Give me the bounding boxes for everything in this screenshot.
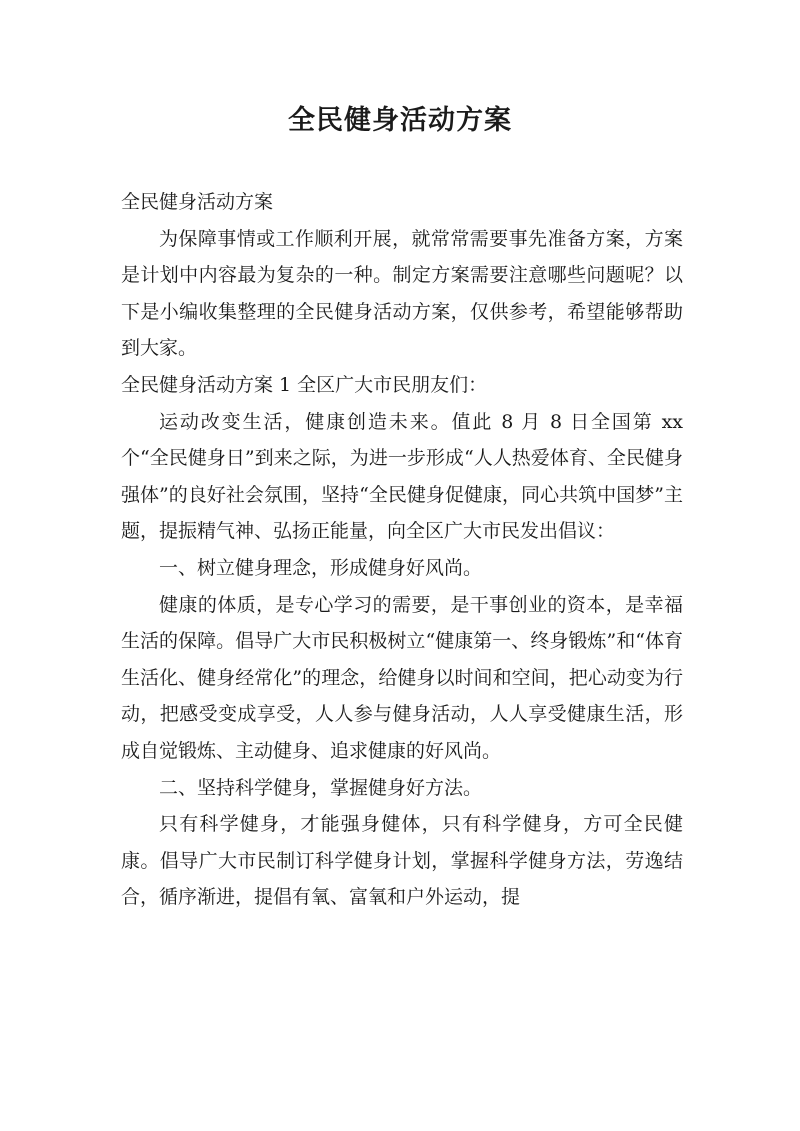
paragraph: 二、坚持科学健身，掌握健身好方法。 xyxy=(159,776,483,799)
paragraph: 健康的体质，是专心学习的需要，是干事创业的资本，是幸福生活的保障。倡导广大市民积极树立“健康第一、终身锻炼”和“体育生活化、健身经常化”的理念，给健身以时间和空间，把心动变为行动，把感受变成享受，人人参与健身活动，人人享受健康生活，形成自觉锻炼、主动健身、追求健康的好风尚。 xyxy=(121,593,683,762)
document-body xyxy=(121,184,683,916)
paragraph: 全民健身活动方案 1 全区广大市民朋友们： xyxy=(121,373,488,396)
paragraph: 为保障事情或工作顺利开展，就常常需要事先准备方案，方案是计划中内容最为复杂的一种。制定方案需要注意哪些问题呢？以下是小编收集整理的全民健身活动方案，仅供参考，希望能够帮助到大家。 xyxy=(121,227,683,360)
paragraph: 一、树立健身理念，形成健身好风尚。 xyxy=(159,556,483,579)
document-title: 全民健身活动方案 xyxy=(288,105,512,136)
paragraph: 全民健身活动方案 xyxy=(121,191,274,213)
paragraph: 运动改变生活，健康创造未来。值此 8 月 8 日全国第 xx 个“全民健身日”到来之际，为进一步形成“人人热爱体育、全民健身强体”的良好社会氛围，坚持“全民健身促健康，同心共筑中国梦”主题，提振精气神、弘扬正能量，向全区广大市民发出倡议： xyxy=(121,410,683,543)
paragraph: 只有科学健身，才能强身健体，只有科学健身，方可全民健康。倡导广大市民制订科学健身计划，掌握科学健身方法，劳逸结合，循序渐进，提倡有氧、富氧和户外运动，提 xyxy=(121,813,683,909)
